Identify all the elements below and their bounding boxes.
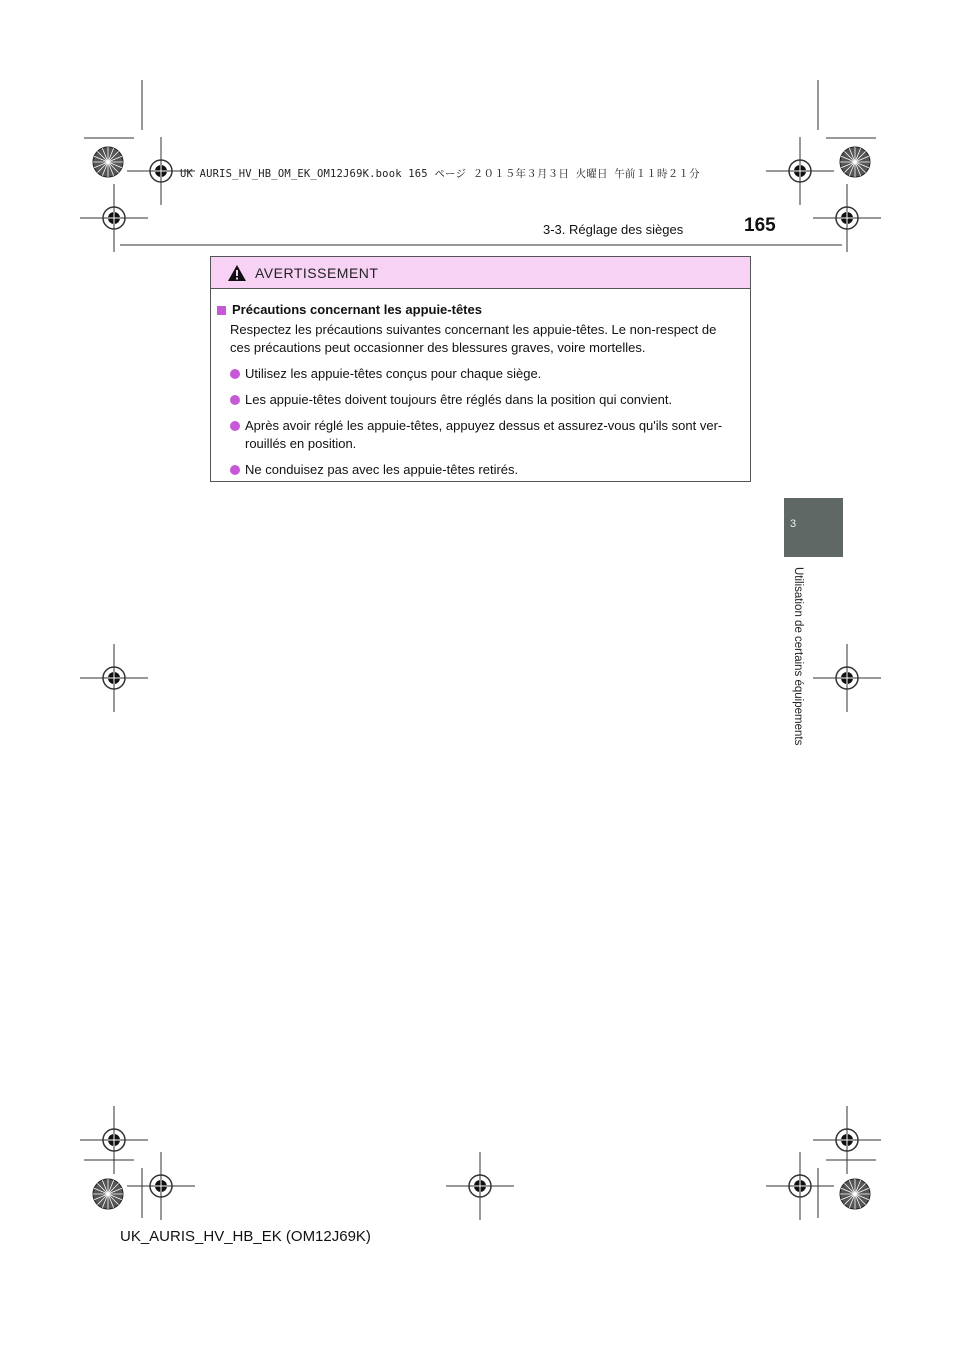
list-item xyxy=(217,461,740,479)
list-item-text: Ne conduisez pas avec les appuie-têtes retirés. xyxy=(245,462,519,477)
warning-triangle-icon xyxy=(227,264,247,282)
warning-title: AVERTISSEMENT xyxy=(255,264,379,281)
list-item-text: Après avoir réglé les appuie-têtes, appuyez dessus et assurez-vous qu'ils sont ver-rouillés en position. xyxy=(245,418,723,451)
bullet-dot-icon xyxy=(230,369,240,379)
bullet-dot-icon xyxy=(230,421,240,431)
warning-heading xyxy=(217,301,740,319)
warning-body xyxy=(211,289,750,479)
list-item xyxy=(217,417,740,453)
warning-intro: Respectez les précautions suivantes concernant les appuie-têtes. Le non-respect de ces précautions peut occasionner des blessures graves, voire mortelles. xyxy=(230,322,717,355)
section-title: 3-3. Réglage des sièges xyxy=(543,222,684,237)
list-item xyxy=(217,365,740,383)
chapter-title: Utilisation de certains équipements xyxy=(792,567,804,746)
header-rule xyxy=(120,244,842,246)
footer-model: UK_AURIS_HV_HB_EK (OM12J69K) xyxy=(120,1228,371,1245)
warning-heading-text: Précautions concernant les appuie-têtes xyxy=(232,302,482,317)
list-item-text: Utilisez les appuie-têtes conçus pour chaque siège. xyxy=(245,366,542,381)
square-bullet-icon xyxy=(217,306,226,315)
chapter-number: 3 xyxy=(790,518,797,530)
list-item-text: Les appuie-têtes doivent toujours être réglés dans la position qui convient. xyxy=(245,392,673,407)
warning-box xyxy=(210,256,751,482)
bullet-dot-icon xyxy=(230,465,240,475)
list-item xyxy=(217,391,740,409)
page-number: 165 xyxy=(744,215,776,236)
bullet-dot-icon xyxy=(230,395,240,405)
warning-header xyxy=(211,257,750,289)
print-info-line: UK AURIS_HV_HB_OM_EK_OM12J69K.book 165 ページ ２０１５年３月３日 火曜日 午前１１時２１分 xyxy=(180,168,700,180)
